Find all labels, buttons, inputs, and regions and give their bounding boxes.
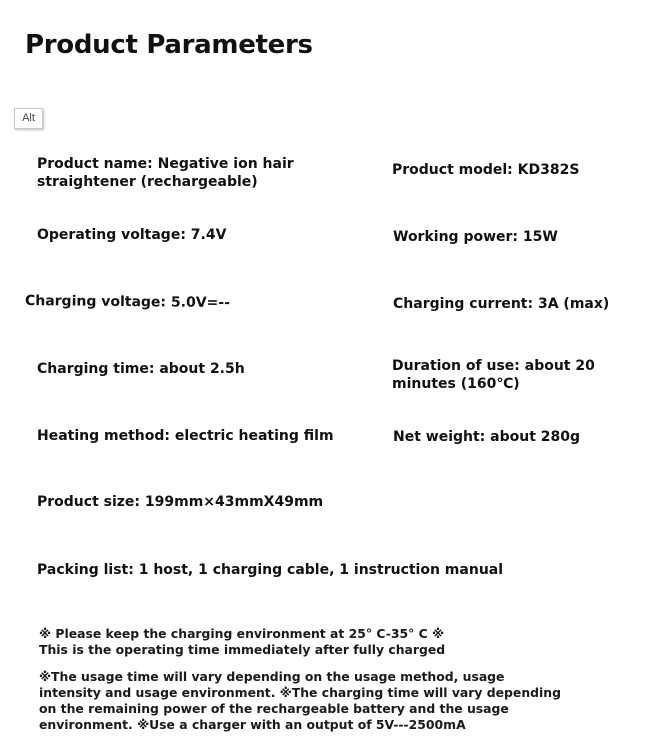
param-product-name: Product name: Negative ion hair straightener (rechargeable) bbox=[37, 156, 294, 190]
note-usage-line-4: environment. ※Use a charger with an output of 5V---2500mA bbox=[39, 717, 466, 732]
param-duration-of-use: Duration of use: about 20 minutes (160℃) bbox=[392, 358, 595, 392]
param-working-power: Working power: 15W bbox=[393, 229, 558, 245]
param-product-size: Product size: 199mm×43mmX49mm bbox=[37, 494, 324, 510]
param-product-model: Product model: KD382S bbox=[392, 162, 580, 178]
param-heating-method: Heating method: electric heating film bbox=[37, 428, 334, 444]
note-usage-line-2: intensity and usage environment. ※The charging time will vary depending bbox=[39, 685, 561, 700]
note-charging-environment: ※ Please keep the charging environment at 25° C-35° C ※ bbox=[39, 626, 445, 641]
param-net-weight: Net weight: about 280g bbox=[393, 429, 581, 445]
note-operating-time: This is the operating time immediately after fully charged bbox=[39, 642, 446, 657]
param-packing-list: Packing list: 1 host, 1 charging cable, 1 instruction manual bbox=[37, 562, 504, 578]
note-usage-line-3: on the remaining power of the rechargeable battery and the usage bbox=[39, 701, 509, 716]
param-charging-time: Charging time: about 2.5h bbox=[37, 361, 245, 377]
param-charging-current: Charging current: 3A (max) bbox=[393, 296, 610, 312]
param-charging-voltage: Charging voltage: 5.0V=-- bbox=[24, 293, 231, 312]
note-usage-line-1: ※The usage time will vary depending on the usage method, usage bbox=[39, 669, 505, 684]
page-title: Product Parameters bbox=[25, 30, 313, 60]
alt-badge[interactable]: Alt bbox=[14, 108, 43, 129]
param-operating-voltage: Operating voltage: 7.4V bbox=[37, 227, 227, 243]
